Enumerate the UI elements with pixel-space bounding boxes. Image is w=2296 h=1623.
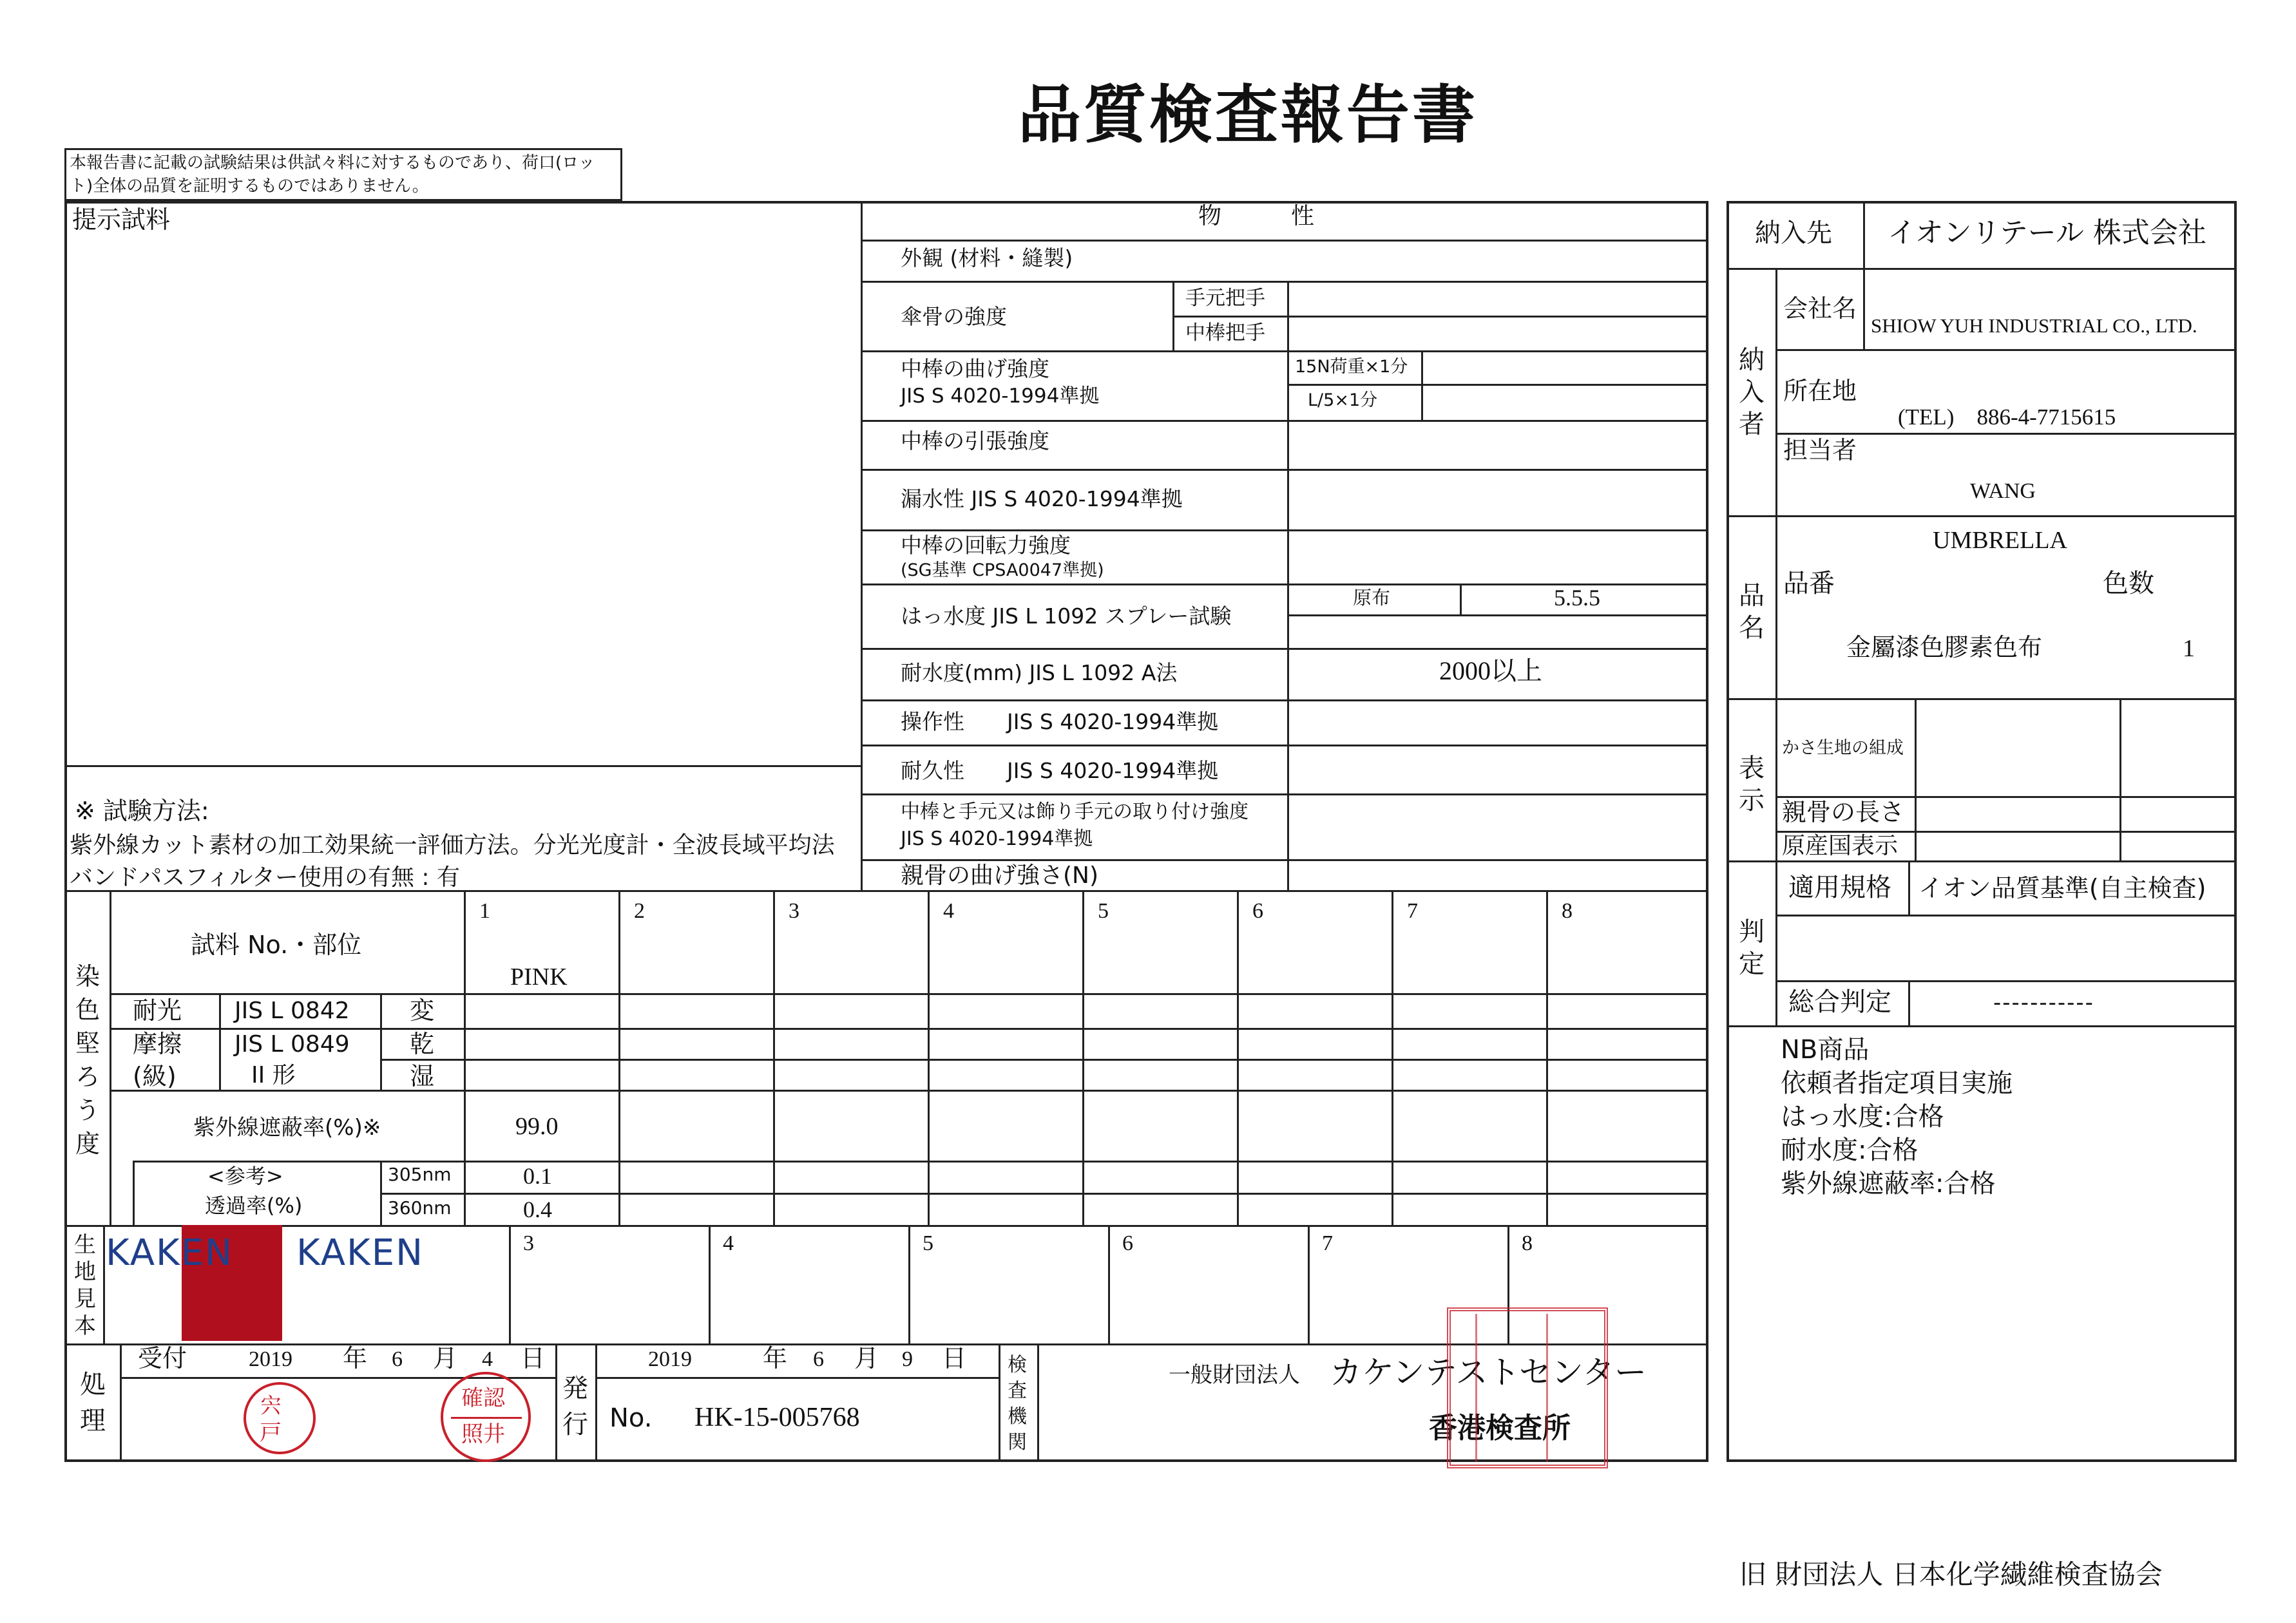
rib-bend-label: 親骨の曲げ強さ(N): [901, 862, 1099, 889]
product-no-label: 品番: [1783, 569, 1835, 598]
received-year: 2019: [249, 1347, 292, 1371]
disclaimer-line1: 本報告書に記載の試験結果は供試々料に対するものであり、荷口(ロッ: [70, 153, 595, 173]
inspection-org-vertical-label: 検 査 機 関: [1008, 1354, 1027, 1454]
water-resist-value: 2000以上: [1439, 656, 1542, 685]
t360-value: 0.4: [523, 1197, 552, 1222]
rotation-label: 中棒の回転力強度: [901, 533, 1071, 558]
rub-wet: 湿: [410, 1062, 435, 1090]
issue-month: 6: [813, 1347, 824, 1371]
company-value: SHIOW YUH INDUSTRIAL CO., LTD.: [1871, 314, 2197, 337]
remarks-list: [1781, 1033, 2013, 1201]
received-year-unit: 年: [343, 1344, 368, 1372]
swatch-vertical-label: 生 地 見 本: [74, 1232, 96, 1339]
swatch-col-8: 8: [1522, 1231, 1533, 1255]
colors-label: 色数: [2103, 569, 2154, 598]
delivery-label: 納入先: [1755, 218, 1832, 248]
col-3: 3: [789, 899, 799, 923]
col-1: 1: [479, 899, 490, 923]
col-6: 6: [1252, 899, 1263, 923]
durability-label: 耐久性 JIS S 4020-1994準拠: [901, 758, 1219, 783]
disclaimer-line2: ト)全体の品質を証明するものではありません。: [70, 176, 429, 196]
standard-value: イオン品質基準(自主検査): [1918, 874, 2206, 902]
uv-label: 紫外線遮蔽率(%)※: [193, 1115, 381, 1141]
rub-label: 摩擦: [133, 1030, 182, 1058]
swatch-col-5: 5: [923, 1231, 933, 1255]
received-month-unit: 月: [433, 1344, 458, 1372]
issue-month-unit: 月: [854, 1344, 879, 1372]
judgement-vertical-label: 判 定: [1739, 917, 1765, 979]
sample-no-header: 試料 No.・部位: [191, 931, 362, 959]
labeling-vertical-label: 表 示: [1739, 754, 1765, 815]
appearance-label: 外観 (材料・縫製): [901, 245, 1073, 270]
approval-seal-2: 確認 照井: [441, 1372, 531, 1462]
repellency-value: 5.5.5: [1554, 585, 1600, 611]
issued-vertical-label: 発 行: [562, 1374, 588, 1439]
product-name: UMBRELLA: [1933, 527, 2067, 554]
t305-value: 0.1: [523, 1163, 552, 1189]
issue-day: 9: [902, 1347, 913, 1371]
hand-grip-label: 手元把手: [1185, 287, 1265, 310]
middle-grip-label: 中棒把手: [1185, 321, 1265, 345]
kaken-label-2: KAKEN: [296, 1232, 425, 1274]
processing-vertical-label: 処 理: [80, 1370, 106, 1436]
nm360-label: 360nm: [388, 1197, 452, 1219]
rib-strength-label: 傘骨の強度: [901, 304, 1007, 329]
color-count: 1: [2183, 635, 2195, 662]
attach-strength-label: 中棒と手元又は飾り手元の取り付け強度: [901, 801, 1248, 823]
contact-label: 担当者: [1783, 436, 1857, 464]
nm305-label: 305nm: [388, 1164, 452, 1185]
col-2: 2: [634, 899, 645, 923]
load-15n: 15N荷重×1分: [1295, 357, 1408, 377]
received-label: 受付: [138, 1344, 187, 1372]
col-7: 7: [1407, 899, 1418, 923]
org-name: カケンテストセンター: [1330, 1354, 1647, 1391]
shaft-bend-standard: JIS S 4020-1994準拠: [901, 384, 1100, 408]
shaft-tensile-label: 中棒の引張強度: [901, 428, 1049, 453]
physical-header: 物 性: [1198, 203, 1315, 229]
rub-standard: JIS L 0849: [234, 1031, 350, 1058]
company-label: 会社名: [1783, 294, 1857, 323]
base-fabric-label: 原布: [1353, 587, 1391, 609]
received-day: 4: [482, 1347, 493, 1371]
contact-value: WANG: [1970, 479, 2036, 503]
light-standard: JIS L 0842: [234, 998, 350, 1024]
operability-label: 操作性 JIS S 4020-1994準拠: [901, 709, 1219, 734]
uv-value: 99.0: [515, 1113, 559, 1140]
swatch-col-7: 7: [1322, 1231, 1333, 1255]
col-5: 5: [1098, 899, 1109, 923]
attach-strength-standard: JIS S 4020-1994準拠: [901, 828, 1093, 850]
remark-1: NB商品: [1781, 1035, 1870, 1065]
report-number: HK-15-005768: [694, 1403, 860, 1432]
type2-label: II 形: [251, 1062, 296, 1088]
swatch-col-4: 4: [723, 1231, 734, 1255]
remark-5: 紫外線遮蔽率:合格: [1781, 1169, 1996, 1199]
page-title: 品質検査報告書: [1018, 79, 1478, 152]
received-day-unit: 日: [521, 1344, 546, 1372]
rotation-standard: (SG基準 CPSA0047準拠): [901, 560, 1104, 580]
kaken-label-1: KAKEN: [106, 1232, 234, 1274]
light-label: 耐光: [133, 996, 182, 1025]
overall-value: -----------: [1993, 990, 2094, 1016]
composition-label: かさ生地の組成: [1782, 738, 1904, 758]
col-4: 4: [943, 899, 954, 923]
origin-label: 原産国表示: [1782, 833, 1899, 859]
footer-org: 旧 財団法人 日本化学繊維検査協会: [1739, 1559, 2163, 1590]
standard-label: 適用規格: [1788, 873, 1891, 902]
load-l5: L/5×1分: [1308, 390, 1378, 410]
leakage-label: 漏水性 JIS S 4020-1994準拠: [901, 486, 1183, 511]
col-8: 8: [1562, 899, 1573, 923]
shaft-bend-label: 中棒の曲げ強度: [901, 356, 1049, 381]
test-method-line2: バンドパスフィルター使用の有無 : 有: [70, 864, 460, 891]
colorfast-vertical-label: 染 色 堅 ろ う 度: [75, 962, 100, 1158]
sample-section-label: 提示試料: [72, 205, 171, 234]
tel-value: (TEL) 886-4-7715615: [1898, 404, 2116, 430]
swatch-col-6: 6: [1122, 1231, 1133, 1255]
issue-day-unit: 日: [942, 1344, 967, 1372]
fabric-name: 金屬漆色膠素色布: [1846, 633, 2043, 661]
issue-year-unit: 年: [763, 1344, 788, 1372]
received-month: 6: [392, 1347, 403, 1371]
approval-seal-1: 宍戸: [244, 1382, 316, 1454]
swatch-col-3: 3: [523, 1231, 534, 1255]
sample1-name: PINK: [510, 963, 568, 991]
address-label: 所在地: [1783, 377, 1857, 405]
org-branch: 香港検査所: [1429, 1412, 1571, 1445]
rib-length-label: 親骨の長さ: [1782, 798, 1905, 826]
transmittance-label: 透過率(%): [205, 1193, 303, 1218]
grade-label: (級): [133, 1062, 177, 1090]
remark-4: 耐水度:合格: [1781, 1135, 1918, 1165]
delivery-value: イオンリテール 株式会社: [1888, 216, 2206, 249]
organization-stamp: [1447, 1307, 1608, 1468]
remark-2: 依頼者指定項目実施: [1781, 1068, 2013, 1098]
light-change: 変: [410, 996, 435, 1025]
remark-3: はっ水度:合格: [1781, 1102, 1944, 1132]
report-no-label: No.: [609, 1403, 653, 1433]
test-method-line1: 紫外線カット素材の加工効果統一評価方法。分光光度計・全波長域平均法: [70, 832, 835, 859]
repellency-label: はっ水度 JIS L 1092 スプレー試験: [901, 603, 1232, 629]
test-method-heading: ※ 試験方法:: [75, 797, 209, 825]
supplier-vertical-label: 納 入 者: [1739, 345, 1765, 439]
issue-year: 2019: [648, 1347, 692, 1371]
org-prefix: 一般財団法人: [1169, 1362, 1300, 1388]
reference-label: <参考>: [207, 1164, 283, 1188]
water-resist-label: 耐水度(mm) JIS L 1092 A法: [901, 660, 1178, 685]
product-vertical-label: 品 名: [1739, 581, 1765, 643]
overall-label: 総合判定: [1788, 987, 1891, 1017]
rub-dry: 乾: [410, 1030, 435, 1058]
